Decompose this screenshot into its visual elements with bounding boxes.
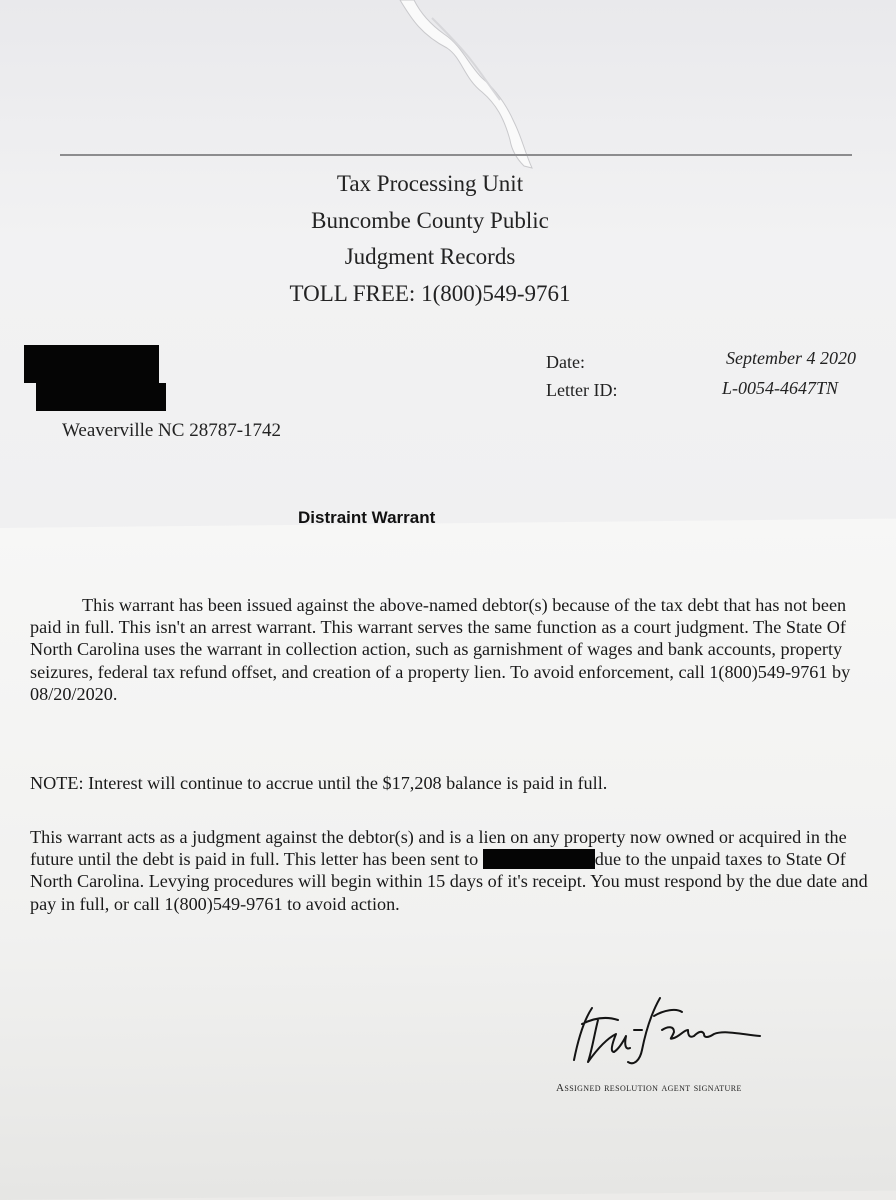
letterhead-line-2: Buncombe County Public [311,207,549,233]
warrant-paragraph-3 [30,826,870,915]
warrant-paragraph-3-start: This warrant acts as a judgment against the debtor(s) and is a lien on any property now owned or acquired in the future until the debt is paid in full. This letter has been sent to [30,827,847,870]
letterhead-line-3: Judgment Records [344,244,516,269]
address-city-line: Weaverville NC 28787-1742 [62,420,282,441]
warrant-paragraph-1-text: This warrant has been issued against the above-named debtor(s) because of the tax debt that has not been paid in full. This isn't an arrest warrant. This warrant serves the same function as a court judgment. The State Of North Carolina uses the warrant in collection action, such as garnishment of wages and bank accounts, property seizures, federal tax refund offset, and creation of a property lien. To avoid enforcement, call 1(800)549-9761 by 08/20/2020. [30,595,851,704]
warrant-paragraph-3-end: due to the unpaid taxes to State Of North Carolina. Levying procedures will begin within 15 days of it's receipt. You must respond by the due date and pay in full, or call 1(800)549-9761 to avoid action. [30,849,868,914]
signature-caption: Assigned resolution agent signature [556,1082,742,1094]
letterhead-toll-free: TOLL FREE: 1(800)549-9761 [289,280,571,306]
redacted-recipient-inline [483,849,595,869]
letter-id-label: Letter ID: [546,380,618,400]
warrant-paragraph-1 [30,594,870,705]
redacted-name [24,345,159,383]
letterhead [200,166,660,312]
letterhead-line-1: Tax Processing Unit [336,171,524,196]
agent-signature [564,990,774,1070]
note-paragraph: NOTE: Interest will continue to accrue until the $17,208 balance is paid in full. [30,773,608,793]
document-title: Distraint Warrant [298,508,436,527]
paper-tear-mark [392,0,542,170]
date-label: Date: [546,352,585,372]
date-value: September 4 2020 [726,348,856,368]
redacted-street [36,383,166,411]
letter-id-value: L-0054-4647TN [722,378,839,398]
header-rule [60,154,852,156]
